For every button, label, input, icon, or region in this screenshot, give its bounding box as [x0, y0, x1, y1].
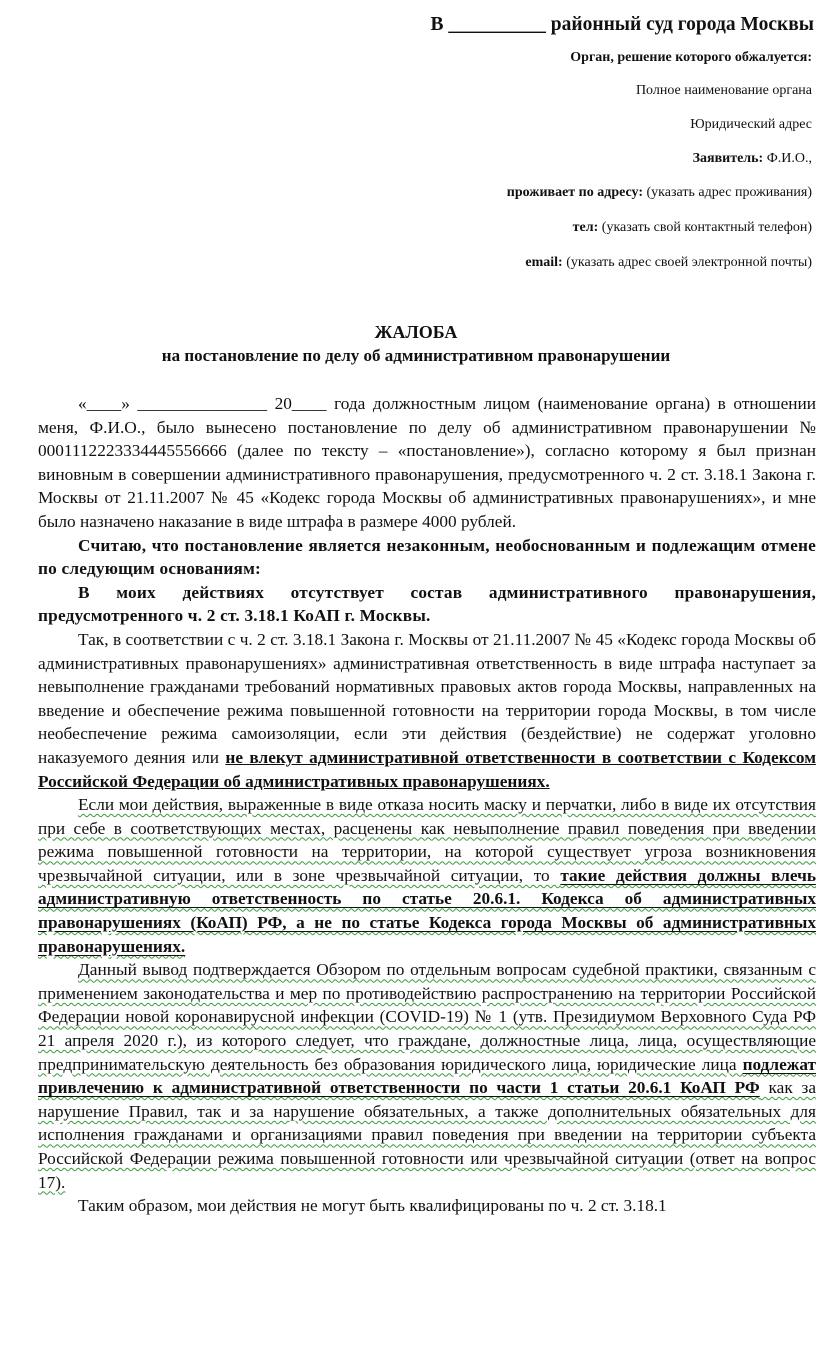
- organ-address: Юридический адрес: [690, 117, 812, 132]
- address-value: (указать адрес проживания): [643, 185, 812, 200]
- paragraph-1: «____» _______________ 20____ года должностным лицом (наименование органа) в отношении меня, Ф.И.О., было вынесено постановление по делу об административном правонарушении № 0001112223334445556666 (далее по тексту – «постановление»), согласно которому я был признан виновным в совершении административного правонарушения, предусмотренного ч. 2 ст. 3.18.1 Закона г. Москвы от 21.11.2007 № 45 «Кодекс города Москвы об административных правонарушениях», и мне было назначено наказание в виде штрафа в размере 4000 рублей.: [38, 394, 816, 531]
- organ-name: Полное наименование органа: [635, 83, 812, 98]
- phone-line: [573, 220, 812, 236]
- paragraph-4: Так, в соответствии с ч. 2 ст. 3.18.1 Закона г. Москвы от 21.11.2007 № 45 «Кодекс города Москвы об административных правонарушениях» административная ответственность в виде штрафа наступает за невыполнение гражданами требований нормативных правовых актов города Москвы, направленных на введение и обеспечение режима повышенной готовности на территории города Москвы, в том числе необеспечение режима самоизоляции, если эти действия (бездействие) не содержат уголовно наказуемого деяния или не влекут административной ответственности в соответствии с Кодексом Российской Федерации об административных правонарушениях.: [38, 629, 816, 791]
- document-body: [38, 392, 816, 1218]
- applicant-label: Заявитель:: [692, 151, 764, 166]
- title-subtitle: на постановление по делу об административном правонарушении: [161, 346, 671, 365]
- paragraph-6-emphasis: подлежат привлечению к административной ответственности по части 1 статьи 20.6.1 КоАП РФ: [38, 1054, 816, 1098]
- phone-value: (указать свой контактный телефон): [598, 220, 812, 235]
- applicant-value: Ф.И.О.,: [763, 151, 812, 166]
- email-line: [525, 255, 812, 271]
- paragraph-5: Если мои действия, выраженные в виде отказа носить маску и перчатки, либо в виде их отсутствия при себе в соответствующих местах, расценены как невыполнение правил поведения при введении режима повышенной готовности на территории, на которой существует угроза возникновения чрезвычайной ситуации, или в зоне чрезвычайной ситуации, то такие действия должны влечь административную ответственность по статье 20.6.1. Кодекса об административных правонарушениях (КоАП) РФ, а не по статье Кодекса города Москвы об административных правонарушениях.: [38, 795, 816, 956]
- paragraph-4-emphasis: не влекут административной ответственности в соответствии с Кодексом Российской Федерации об административных правонарушениях.: [38, 747, 816, 791]
- paragraph-3: В моих действиях отсутствует состав административного правонарушения, предусмотренного ч. 2 ст. 3.18.1 КоАП г. Москвы.: [38, 582, 816, 626]
- document-title: [0, 320, 832, 368]
- address-label: проживает по адресу:: [506, 185, 643, 200]
- paragraph-2: Считаю, что постановление является незаконным, необоснованным и подлежащим отмене по следующим основаниям:: [38, 535, 816, 579]
- paragraph-5-emphasis: такие действия должны влечь административную ответственность по статье 20.6.1. Кодекса об административных правонарушениях (КоАП) РФ, а не по статье Кодекса города Москвы об административных правонарушениях.: [38, 865, 816, 956]
- email-label: email:: [525, 255, 563, 270]
- organ-label: Орган, решение которого обжалуется:: [570, 50, 812, 65]
- email-value: (указать адрес своей электронной почты): [562, 255, 812, 270]
- paragraph-6: Данный вывод подтверждается Обзором по отдельным вопросам судебной практики, связанным с применением законодательства и мер по противодействию распространению на территории Российской Федерации новой коронавирусной инфекции (COVID-19) № 1 (утв. Президиумом Верховного Суда РФ 21 апреля 2020 г.), из которого следует, что граждане, должностные лица, лица, осуществляющие предпринимательскую деятельность без образования юридического лица, юридические лица подлежат привлечению к административной ответственности по части 1 статьи 20.6.1 КоАП РФ как за нарушение Правил, так и за нарушение обязательных, а также дополнительных обязательных для исполнения гражданами и организациями правил поведения при введении на территории субъекта Российской Федерации режима повышенной готовности или чрезвычайной ситуации (ответ на вопрос 17).: [38, 960, 816, 1192]
- phone-label: тел:: [572, 220, 599, 235]
- title-main: ЖАЛОБА: [374, 322, 458, 342]
- paragraph-7: Таким образом, мои действия не могут быть квалифицированы по ч. 2 ст. 3.18.1: [78, 1196, 667, 1216]
- court-heading: В __________ районный суд города Москвы: [430, 14, 814, 35]
- address-line: [507, 185, 812, 201]
- applicant-line: [693, 151, 812, 167]
